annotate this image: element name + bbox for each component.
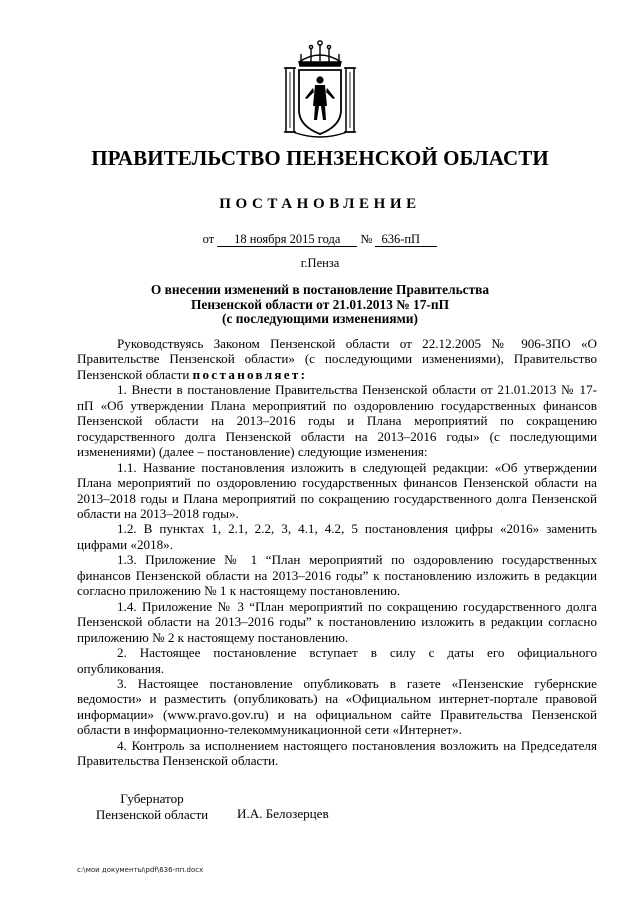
signatory-role-line: Пензенской области xyxy=(95,806,209,822)
document-date: 18 ноября 2015 года xyxy=(217,232,357,247)
paragraph-intro xyxy=(77,336,597,382)
document-body xyxy=(77,336,597,769)
paragraph-1-1: 1.1. Название постановления изложить в следующей редакции: «Об утверждении Плана мероприятий по оздоровлению государственных финансов Пензенской области на 2013–2018 годы и Плана мероприятий по сокращению государственного долга Пензенской области на 2013–2018 годы». xyxy=(77,459,597,521)
date-number-line xyxy=(0,232,640,247)
paragraph-1-2: 1.2. В пунктах 1, 2.1, 2.2, 3, 4.1, 4.2, 5 постановления цифры «2016» заменить цифрами «2018». xyxy=(77,521,597,552)
paragraph-1: 1. Внести в постановление Правительства Пензенской области от 21.01.2013 № 17-пП «Об утверждении Плана мероприятий по оздоровлению государственных финансов Пензенской области на 2013–2016 годы и Плана мероприятий по сокращению государственного долга Пензенской области на 2013–2016 годы» (с последующими изменениями) (далее – постановление) следующие изменения: xyxy=(77,382,597,460)
heading-line: Пензенской области от 21.01.2013 № 17-пП xyxy=(190,296,450,312)
date-prefix: от xyxy=(202,232,215,246)
coat-of-arms-icon xyxy=(283,40,357,138)
city: г.Пенза xyxy=(300,256,340,270)
paragraph-1-3: 1.3. Приложение № 1 “План мероприятий по оздоровлению государственных финансов Пензенской области на 2013–2016 годы” к постановлению изложить в редакции согласно приложению № 1 к настоящему постановлению. xyxy=(77,552,597,599)
intro-text: Руководствуясь Законом Пензенской области от 22.12.2005 № 906-ЗПО «О Правительстве Пензенской области» (с последующими изменениями), Правительство Пензенской области xyxy=(77,336,597,382)
heading-line: (с последующими изменениями) xyxy=(222,311,418,326)
file-path: c:\мои документы\pdf\636-пп.docx xyxy=(77,866,204,874)
signatory-name: И.А. Белозерцев xyxy=(237,806,329,821)
paragraph-4: 4. Контроль за исполнением настоящего постановления возложить на Председателя Правительства Пензенской области. xyxy=(77,737,597,769)
number-prefix: № xyxy=(360,232,373,246)
document-heading xyxy=(130,283,510,327)
signatory-role xyxy=(82,791,222,822)
organization-title: ПРАВИТЕЛЬСТВО ПЕНЗЕНСКОЙ ОБЛАСТИ xyxy=(91,146,549,170)
document-type: ПОСТАНОВЛЕНИЕ xyxy=(219,196,421,212)
paragraph-1-4: 1.4. Приложение № 3 “План мероприятий по сокращению государственного долга Пензенской области на 2013–2016 годы” к постановлению изложить в редакции согласно приложению № 2 к настоящему постановлению. xyxy=(77,598,597,645)
paragraph-2: 2. Настоящее постановление вступает в силу с даты его официального опубликования. xyxy=(77,645,597,676)
paragraph-3: 3. Настоящее постановление опубликовать в газете «Пензенские губернские ведомости» и разместить (опубликовать) на «Официальном интернет-портале правовой информации» (www.pravo.gov.ru) и на официальном сайте Правительства Пензенской области в информационно-телекоммуникационной сети «Интернет». xyxy=(77,675,597,738)
heading-line: О внесении изменений в постановление Правительства xyxy=(150,282,490,297)
intro-action: постановляет: xyxy=(192,366,308,382)
signatory-role-line: Губернатор xyxy=(120,791,184,806)
document-number: 636-пП xyxy=(375,232,437,247)
